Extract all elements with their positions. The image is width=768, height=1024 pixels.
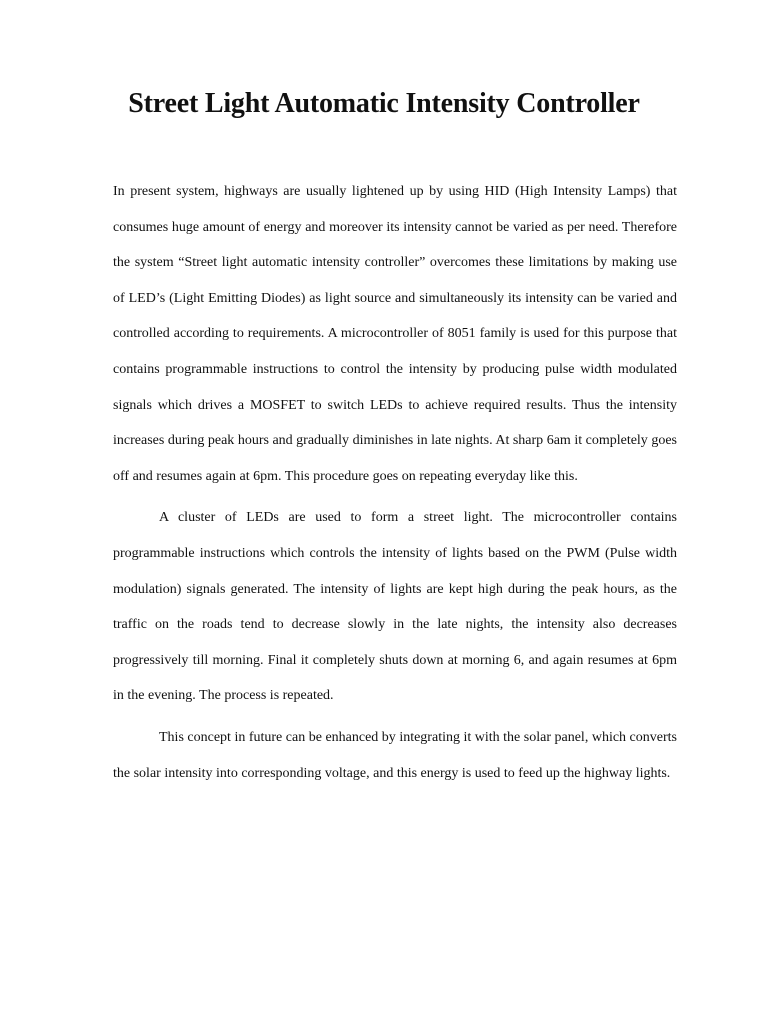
document-title: Street Light Automatic Intensity Controller xyxy=(128,88,640,119)
paragraph-1: In present system, highways are usually lightened up by using HID (High Intensity Lamps) that consumes huge amount of energy and moreover its intensity cannot be varied as per need. Therefore the system “Street light automatic intensity controller” overcomes these limitations by making use of LED’s (Light Emitting Diodes) as light source and simultaneously its intensity can be varied and controlled according to requirements. A microcontroller of 8051 family is used for this purpose that contains programmable instructions to control the intensity by producing pulse width modulated signals which drives a MOSFET to switch LEDs to achieve required results. Thus the intensity increases during peak hours and gradually diminishes in late nights. At sharp 6am it completely goes off and resumes again at 6pm. This procedure goes on repeating everyday like this. xyxy=(113,184,677,484)
paragraph-2: A cluster of LEDs are used to form a street light. The microcontroller contains programmable instructions which controls the intensity of lights based on the PWM (Pulse width modulation) signals generated. The intensity of lights are kept high during the peak hours, as the traffic on the roads tend to decrease slowly in the late nights, the intensity also decreases progressively till morning. Final it completely shuts down at morning 6, and again resumes at 6pm in the evening. The process is repeated. xyxy=(113,510,677,704)
document-body xyxy=(113,174,677,791)
paragraph-3: This concept in future can be enhanced by integrating it with the solar panel, which converts the solar intensity into corresponding voltage, and this energy is used to feed up the highway lights. xyxy=(113,729,677,781)
